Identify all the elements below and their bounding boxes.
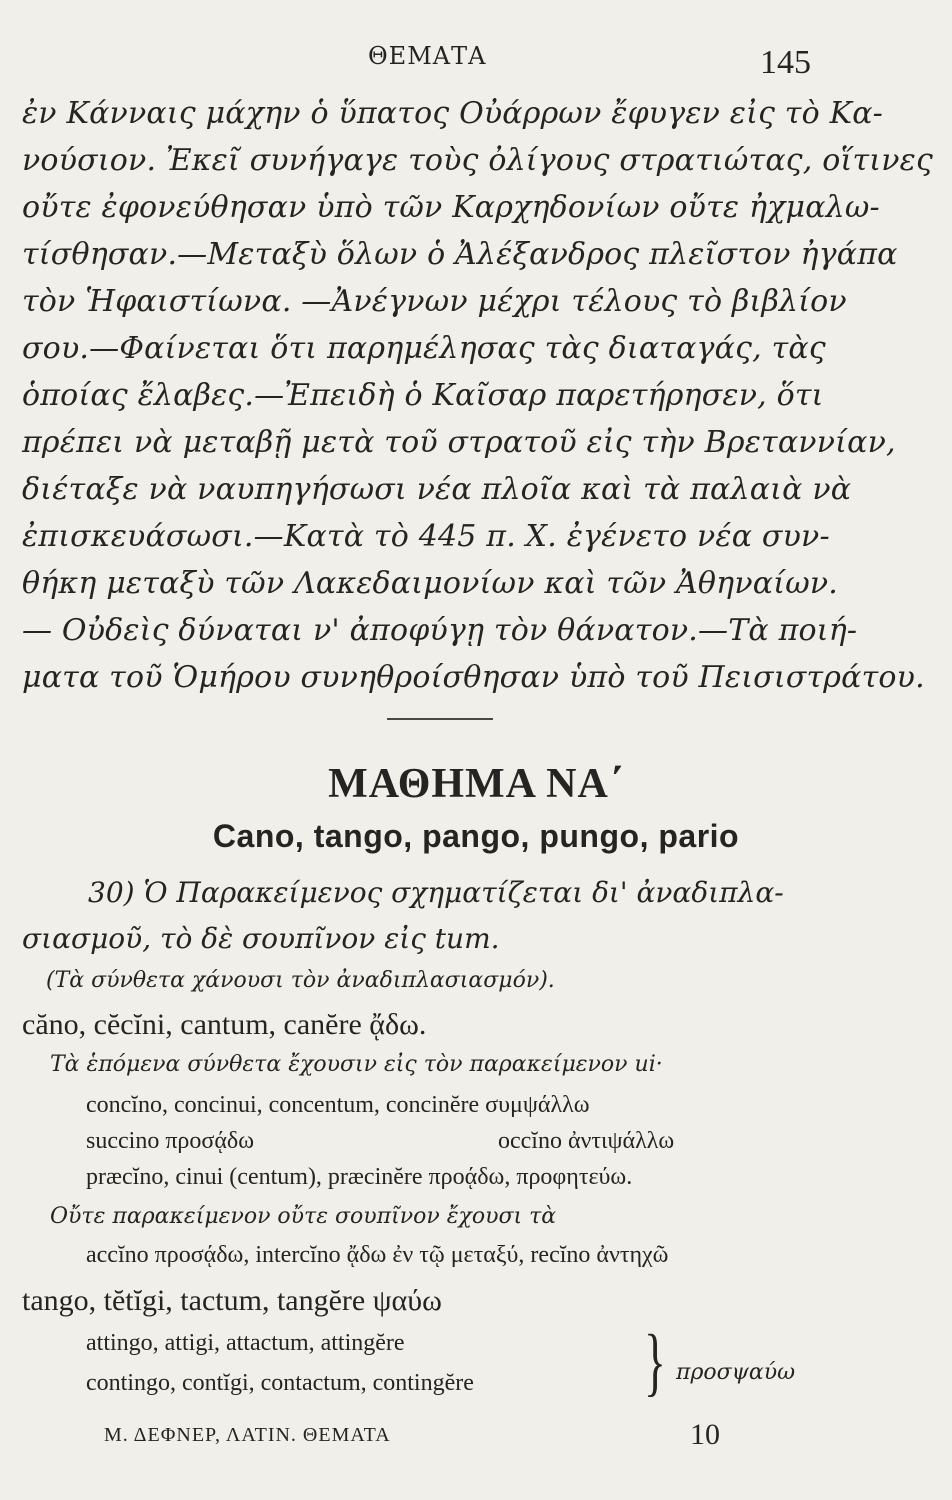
running-title: ΘΕΜΑΤΑ	[368, 42, 487, 70]
body-line: οὔτε ἐφονεύθησαν ὑπὸ τῶν Καρχηδονίων οὔτε ἠχμαλω-	[22, 190, 880, 225]
accino-entry: accĭno προσᾴδω, intercĭno ᾄδω ἐν τῷ μεταξύ, recĭno ἀντηχῶ	[86, 1242, 669, 1268]
occino-entry: occĭno ἀντιψάλλω	[498, 1128, 675, 1154]
body-line: ἐν Κάνναις μάχην ὁ ὕπατος Οὐάρρων ἔφυγεν εἰς τὸ Κα-	[22, 96, 884, 131]
body-line: — Οὐδεὶς δύναται ν' ἀποφύγῃ τὸν θάνατον.—Τὰ ποιή-	[22, 613, 858, 648]
page-number: 145	[760, 44, 811, 81]
no-perfect-intro: Οὔτε παρακείμενον οὔτε σουπῖνον ἔχουσι τὰ	[50, 1204, 557, 1229]
page-header	[0, 38, 952, 88]
body-line: θήκη μεταξὺ τῶν Λακεδαιμονίων καὶ τῶν Ἀθηναίων.	[22, 566, 839, 601]
grouping-brace: }	[644, 1320, 666, 1404]
signature-number: 10	[690, 1418, 720, 1451]
rule-30-line-2: σιασμοῦ, τὸ δὲ σουπῖνον εἰς tum.	[22, 922, 500, 955]
body-line: σου.—Φαίνεται ὅτι παρημέλησας τὰς διαταγάς, τὰς	[22, 331, 826, 366]
cano-principal-parts: căno, cĕcĭni, cantum, canĕre ᾄδω.	[22, 1008, 427, 1041]
lesson-title: ΜΑΘΗΜΑ ΝΑ΄	[328, 761, 624, 807]
rule-30-line-1: 30) Ὁ Παρακείμενος σχηματίζεται δι' ἀναδιπλα-	[88, 876, 784, 909]
attingo-entry: attingo, attigi, attactum, attingĕre	[86, 1330, 405, 1356]
concino-entry: concĭno, concinui, concentum, concinĕre συμψάλλω	[86, 1092, 590, 1118]
body-line: διέταξε νὰ ναυπηγήσωσι νέα πλοῖα καὶ τὰ παλαιὰ νὰ	[22, 472, 852, 507]
compounds-note: (Τὰ σύνθετα χάνουσι τὸν ἀναδιπλασιασμόν).	[46, 968, 555, 993]
section-divider	[387, 718, 493, 720]
succino-entry: succino προσᾴδω	[86, 1128, 255, 1154]
body-line: τίσθησαν.—Μεταξὺ ὅλων ὁ Ἀλέξανδρος πλεῖστον ἠγάπα	[22, 237, 898, 272]
body-line: ἐπισκευάσωσι.—Κατὰ τὸ 445 π. Χ. ἐγένετο νέα συν-	[22, 519, 830, 554]
compounds-intro: Τὰ ἑπόμενα σύνθετα ἔχουσιν εἰς τὸν παρακείμενον ui·	[50, 1052, 663, 1077]
printer-signature: Μ. ΔΕΦΝΕΡ, ΛΑΤΙΝ. ΘΕΜΑΤΑ	[104, 1424, 391, 1446]
verbs-heading: Cano, tango, pango, pungo, pario	[212, 818, 740, 854]
body-line: ματα τοῦ Ὁμήρου συνηθροίσθησαν ὑπὸ τοῦ Πεισιστράτου.	[22, 660, 925, 695]
brace-gloss: προσψαύω	[676, 1360, 796, 1385]
contingo-entry: contingo, contĭgi, contactum, contingĕre	[86, 1370, 474, 1396]
praecino-entry: præcĭno, cinui (centum), præcinĕre προᾴδω, προφητεύω.	[86, 1164, 633, 1190]
body-line: πρέπει νὰ μεταβῇ μετὰ τοῦ στρατοῦ εἰς τὴν Βρεταννίαν,	[22, 425, 896, 460]
body-line: τὸν Ἡφαιστίωνα. —Ἀνέγνων μέχρι τέλους τὸ βιβλίον	[22, 284, 847, 319]
body-line: νούσιον. Ἐκεῖ συνήγαγε τοὺς ὀλίγους στρατιώτας, οἵτινες	[22, 143, 933, 178]
tango-principal-parts: tango, tĕtĭgi, tactum, tangĕre ψαύω	[22, 1284, 442, 1317]
body-line: ὁποίας ἔλαβες.—Ἐπειδὴ ὁ Καῖσαρ παρετήρησεν, ὅτι	[22, 378, 824, 413]
